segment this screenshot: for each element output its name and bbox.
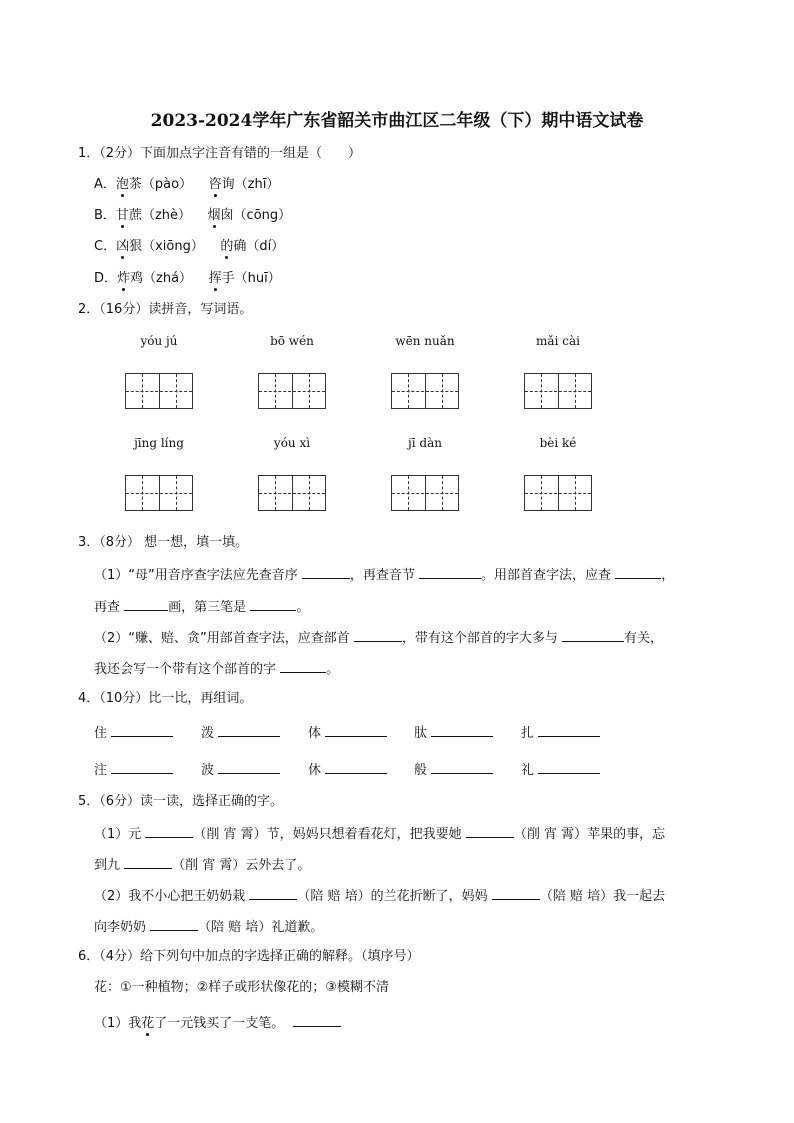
q1-option-b: B．甘蔗（zhè） 烟囱（cōng） bbox=[94, 208, 292, 223]
answer-blank[interactable] bbox=[218, 722, 280, 737]
word-pair: 扎 bbox=[521, 722, 600, 741]
pinyin-label: jī dàn bbox=[408, 436, 442, 450]
answer-blank[interactable] bbox=[124, 854, 172, 869]
question-6-stem: 6．（4分）给下列句中加点的字选择正确的解释。（填序号） bbox=[78, 949, 420, 964]
writing-grid[interactable] bbox=[258, 373, 326, 409]
writing-grid[interactable] bbox=[391, 373, 459, 409]
question-2-stem: 2．（16分）读拼音，写词语。 bbox=[78, 302, 253, 317]
writing-grid[interactable] bbox=[258, 475, 326, 511]
q1-option-c: C．凶狠（xiōng） 的确（dí） bbox=[94, 239, 285, 254]
answer-blank[interactable] bbox=[538, 759, 600, 774]
answer-blank[interactable] bbox=[466, 823, 514, 838]
answer-blank[interactable] bbox=[293, 1012, 341, 1027]
question-3-stem: 3．（8分） 想一想，填一填。 bbox=[78, 535, 249, 550]
answer-blank[interactable] bbox=[124, 596, 168, 611]
q6-sentence-1: （1）我花了一元钱买了一支笔。 bbox=[94, 1012, 341, 1034]
answer-blank[interactable] bbox=[562, 627, 624, 642]
pinyin-label: yóu jú bbox=[140, 334, 178, 348]
word-pair: 体 bbox=[308, 722, 387, 741]
answer-blank[interactable] bbox=[615, 564, 661, 579]
answer-blank[interactable] bbox=[492, 885, 540, 900]
question-1-stem: 1．（2分）下面加点字注音有错的一组是（ ） bbox=[78, 146, 362, 161]
answer-blank[interactable] bbox=[150, 916, 198, 931]
q1-option-d: D．炸鸡（zhá） 挥手（huī） bbox=[94, 271, 281, 286]
q3-line-4: 我还会写一个带有这个部首的字 。 bbox=[94, 658, 339, 680]
word-pair: 休 bbox=[308, 759, 387, 778]
word-pair: 肽 bbox=[414, 722, 493, 741]
q5-line-1: （1）元 （削 宵 霄）节，妈妈只想着看花灯，把我要她 （削 宵 霄）苹果的事，忘 bbox=[94, 823, 665, 845]
question-4-stem: 4．（10分）比一比，再组词。 bbox=[78, 691, 253, 706]
q5-line-2: 到九 （削 宵 霄）云外去了。 bbox=[94, 854, 310, 876]
pinyin-label: yóu xì bbox=[273, 436, 311, 450]
pinyin-label: bèi ké bbox=[539, 436, 577, 450]
word-pair: 般 bbox=[414, 759, 493, 778]
answer-blank[interactable] bbox=[431, 722, 493, 737]
question-5-stem: 5．（6分）读一读，选择正确的字。 bbox=[78, 794, 284, 809]
word-pair: 波 bbox=[201, 759, 280, 778]
q3-line-1: （1）“母”用音序查字法应先查音序 ，再查音节 。用部首查字法，应查 ， bbox=[94, 564, 674, 586]
word-pair: 泼 bbox=[201, 722, 280, 741]
q3-line-2: 再查 画，第三笔是 。 bbox=[94, 596, 309, 618]
q5-line-3: （2）我不小心把王奶奶栽 （陪 赔 培）的兰花折断了，妈妈 （陪 赔 培）我一起去 bbox=[94, 885, 665, 907]
pinyin-label: bō wén bbox=[270, 334, 314, 348]
answer-blank[interactable] bbox=[325, 759, 387, 774]
pinyin-label: jīng líng bbox=[134, 436, 184, 450]
answer-blank[interactable] bbox=[145, 823, 193, 838]
answer-blank[interactable] bbox=[111, 722, 173, 737]
answer-blank[interactable] bbox=[538, 722, 600, 737]
answer-blank[interactable] bbox=[250, 596, 296, 611]
answer-blank[interactable] bbox=[419, 564, 481, 579]
q6-definitions: 花：①一种植物；②样子或形状像花的；③模糊不清 bbox=[94, 980, 389, 995]
pinyin-label: wēn nuǎn bbox=[395, 334, 455, 348]
answer-blank[interactable] bbox=[431, 759, 493, 774]
answer-blank[interactable] bbox=[218, 759, 280, 774]
writing-grid[interactable] bbox=[524, 475, 592, 511]
writing-grid[interactable] bbox=[125, 475, 193, 511]
word-pair: 住 bbox=[94, 722, 173, 741]
answer-blank[interactable] bbox=[249, 885, 297, 900]
answer-blank[interactable] bbox=[325, 722, 387, 737]
page-title: 2023-2024学年广东省韶关市曲江区二年级（下）期中语文试卷 bbox=[150, 111, 644, 131]
answer-blank[interactable] bbox=[354, 627, 402, 642]
word-pair: 注 bbox=[94, 759, 173, 778]
word-pair: 礼 bbox=[521, 759, 600, 778]
q5-line-4: 向李奶奶 （陪 赔 培）礼道歉。 bbox=[94, 916, 323, 938]
answer-blank[interactable] bbox=[111, 759, 173, 774]
writing-grid[interactable] bbox=[391, 475, 459, 511]
q1-option-a: A．泡茶（pào） 咨询（zhī） bbox=[94, 177, 280, 192]
writing-grid[interactable] bbox=[125, 373, 193, 409]
answer-blank[interactable] bbox=[280, 658, 326, 673]
pinyin-label: mǎi cài bbox=[536, 334, 580, 348]
q3-line-3: （2）“赚、赔、贪”用部首查字法，应查部首 ，带有这个部首的字大多与 有关， bbox=[94, 627, 663, 649]
answer-blank[interactable] bbox=[302, 564, 350, 579]
writing-grid[interactable] bbox=[524, 373, 592, 409]
